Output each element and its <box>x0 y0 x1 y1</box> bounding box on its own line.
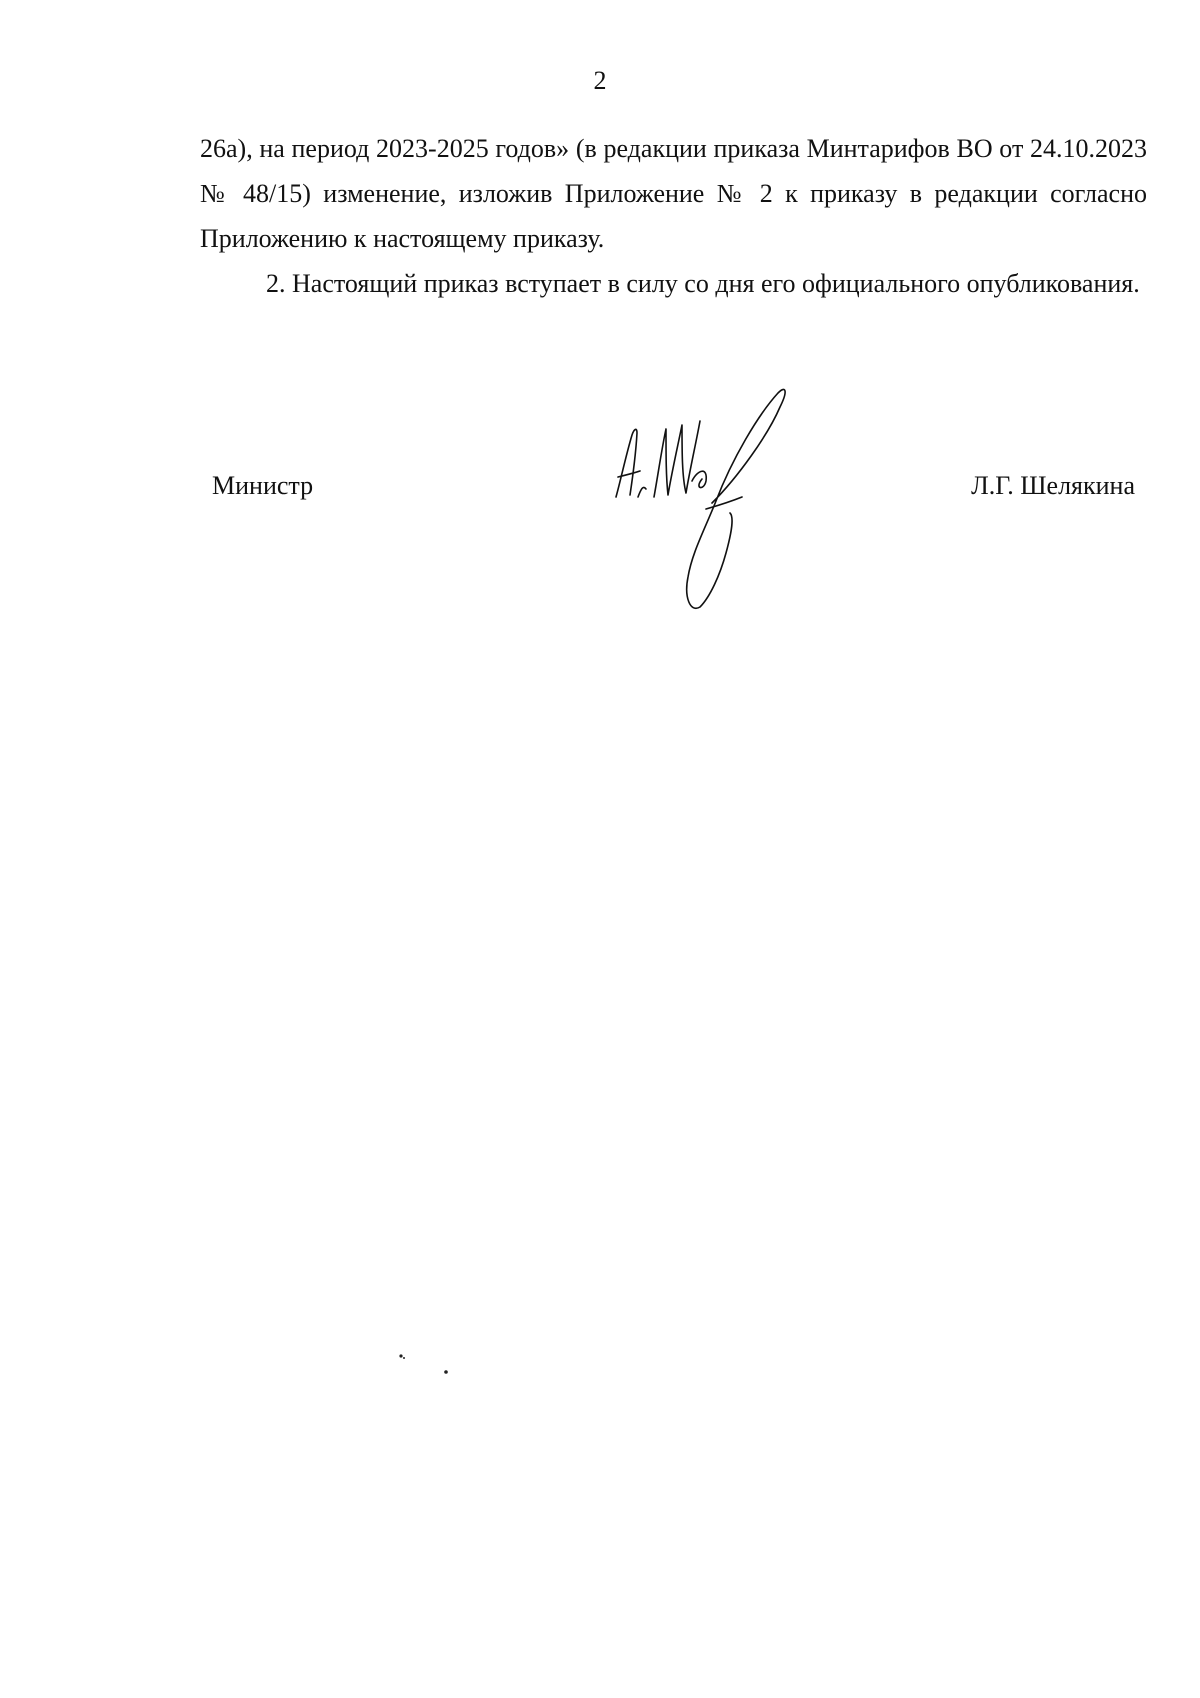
scan-specks <box>395 1350 455 1380</box>
paragraph-amendment: 26а), на период 2023-2025 годов» (в редакции приказа Минтарифов ВО от 24.10.2023 № 48/15) изменение, изложив Приложение № 2 к приказу в редакции согласно Приложению к настоящему приказу. <box>200 134 1147 253</box>
signatory-name: Л.Г. Шелякина <box>971 471 1135 500</box>
document-body <box>200 126 1147 306</box>
page-number: 2 <box>593 66 607 95</box>
signature-block <box>0 468 1200 508</box>
paragraph-effective-date: 2. Настоящий приказ вступает в силу со дня его официального опубликования. <box>266 269 1140 298</box>
handwritten-signature <box>608 385 798 615</box>
signatory-position: Министр <box>212 471 314 500</box>
